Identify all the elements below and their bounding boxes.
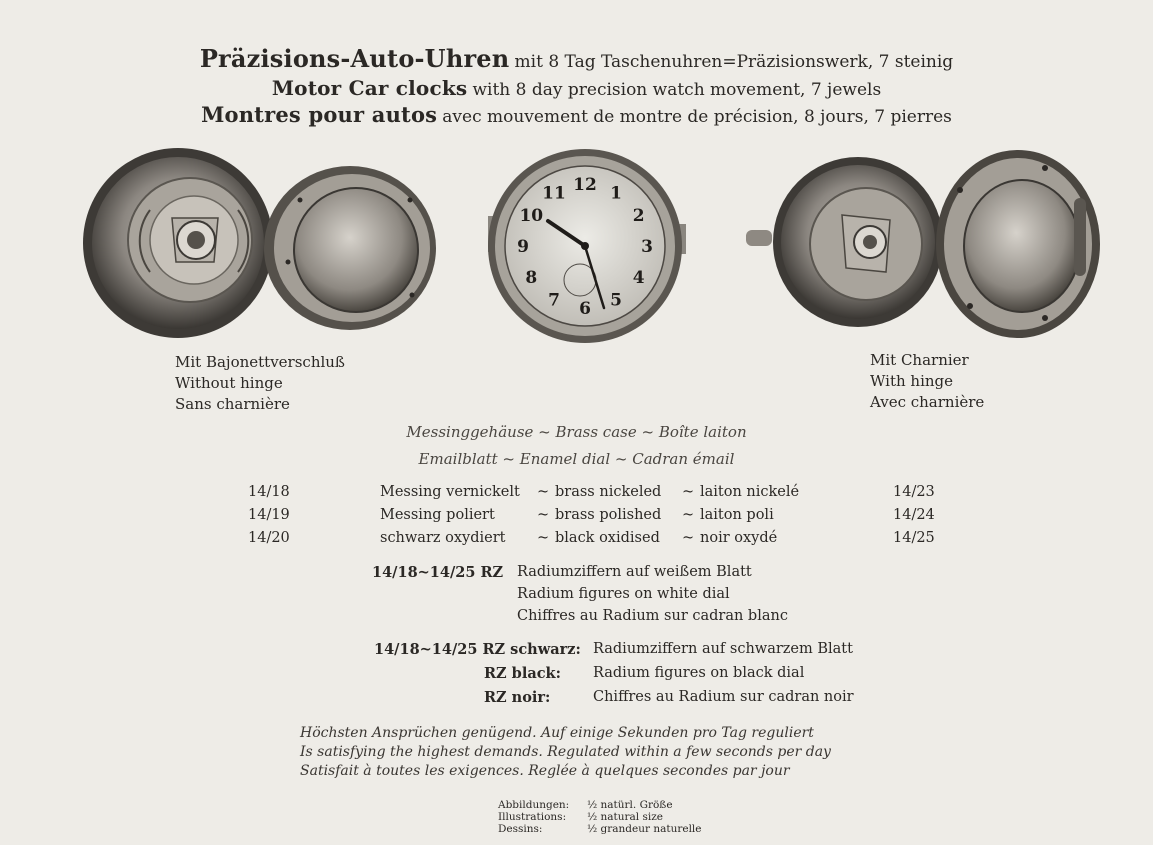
rz-black-code-en: RZ black: [484, 665, 561, 682]
case-line: Messinggehäuse ~ Brass case ~ Boîte laiton [406, 423, 747, 441]
dial-numeral: 12 [573, 175, 597, 195]
hinge-mount-lid [936, 150, 1100, 338]
dash: ~ [537, 507, 550, 523]
dash: ~ [537, 484, 550, 500]
model-fr: noir oxydé [700, 530, 778, 546]
model-code-left: 14/18 [248, 484, 290, 500]
model-en: brass polished [555, 507, 662, 523]
bayonet-mount-ring [264, 166, 436, 330]
model-code-right: 14/25 [893, 530, 935, 546]
model-code-right: 14/23 [893, 484, 935, 500]
model-code-right: 14/24 [893, 507, 935, 523]
dial-numeral: 11 [542, 183, 566, 204]
rz-black-code-de: 14/18~14/25 RZ schwarz: [374, 641, 581, 658]
header-de-rest: mit 8 Tag Taschenuhren=Präzisionswerk, 7 steinig [514, 52, 954, 72]
caption-right-fr: Avec charnière [870, 393, 985, 411]
model-fr: laiton poli [700, 507, 774, 523]
rz-black-code-fr: RZ noir: [484, 689, 551, 706]
header-en-rest: with 8 day precision watch movement, 7 jewels [472, 80, 882, 100]
dial-line: Emailblatt ~ Enamel dial ~ Cadran émail [418, 450, 735, 468]
dash: ~ [682, 530, 695, 546]
clock-face [488, 149, 686, 343]
caption-left-de: Mit Bajonettverschluß [175, 353, 345, 371]
model-code-left: 14/20 [248, 530, 290, 546]
dial-numeral: 2 [632, 206, 645, 226]
model-de: schwarz oxydiert [380, 530, 506, 546]
model-fr: laiton nickelé [700, 484, 800, 500]
regulation-fr: Satisfait à toutes les exigences. Reglée à quelques secondes par jour [300, 763, 790, 779]
caption-left-en: Without hinge [175, 374, 283, 392]
caption-left [175, 352, 345, 415]
caption-right-en: With hinge [870, 372, 954, 390]
rz-white-en: Radium figures on white dial [517, 586, 730, 602]
dial-numeral: 3 [641, 237, 653, 257]
dial-numeral: 4 [632, 268, 645, 288]
rz-white-fr: Chiffres au Radium sur cadran blanc [517, 608, 788, 624]
rz-black-fr: Chiffres au Radium sur cadran noir [593, 689, 854, 705]
dial-numeral: 1 [610, 183, 622, 204]
footnote-value-en: ½ natural size [587, 811, 663, 823]
footnote-label-en: Illustrations: [498, 811, 567, 823]
header-fr-bold: Montres pour autos [201, 102, 438, 127]
dial-numeral: 10 [519, 206, 544, 226]
dash: ~ [682, 484, 695, 500]
footnote-value-fr: ½ grandeur naturelle [587, 823, 702, 835]
model-code-left: 14/19 [248, 507, 290, 523]
dial-numeral: 8 [525, 268, 538, 288]
rz-white-de: Radiumziffern auf weißem Blatt [517, 564, 752, 580]
model-de: Messing poliert [380, 507, 495, 523]
dial-numeral: 5 [610, 290, 622, 311]
caption-right [870, 350, 984, 413]
header-en-bold: Motor Car clocks [271, 76, 468, 100]
model-en: brass nickeled [555, 484, 662, 500]
rz-black-en: Radium figures on black dial [593, 665, 805, 681]
dial-numeral: 6 [579, 299, 591, 319]
rz-white-code: 14/18~14/25 RZ [372, 564, 504, 581]
model-en: black oxidised [555, 530, 660, 546]
caption-right-de: Mit Charnier [870, 351, 969, 369]
dash: ~ [682, 507, 695, 523]
footnote-value-de: ½ natürl. Größe [587, 799, 673, 811]
caption-left-fr: Sans charnière [175, 395, 290, 413]
hinge-mount-back [746, 157, 943, 327]
regulation-de: Höchsten Ansprüchen genügend. Auf einige Sekunden pro Tag reguliert [300, 725, 814, 741]
bayonet-mount-back [83, 148, 273, 338]
dash: ~ [537, 530, 550, 546]
rz-black-de: Radiumziffern auf schwarzem Blatt [593, 641, 853, 657]
regulation-en: Is satisfying the highest demands. Regulated within a few seconds per day [300, 744, 831, 760]
header-fr-rest: avec mouvement de montre de précision, 8 jours, 7 pierres [442, 107, 952, 127]
header-de-bold: Präzisions-Auto-Uhren [199, 44, 510, 73]
dial-numeral: 9 [517, 237, 529, 257]
footnote-label-de: Abbildungen: [498, 799, 570, 811]
footnote-label-fr: Dessins: [498, 823, 543, 835]
regulation-block [300, 724, 831, 781]
dial-numeral: 7 [548, 290, 560, 311]
model-de: Messing vernickelt [380, 484, 520, 500]
